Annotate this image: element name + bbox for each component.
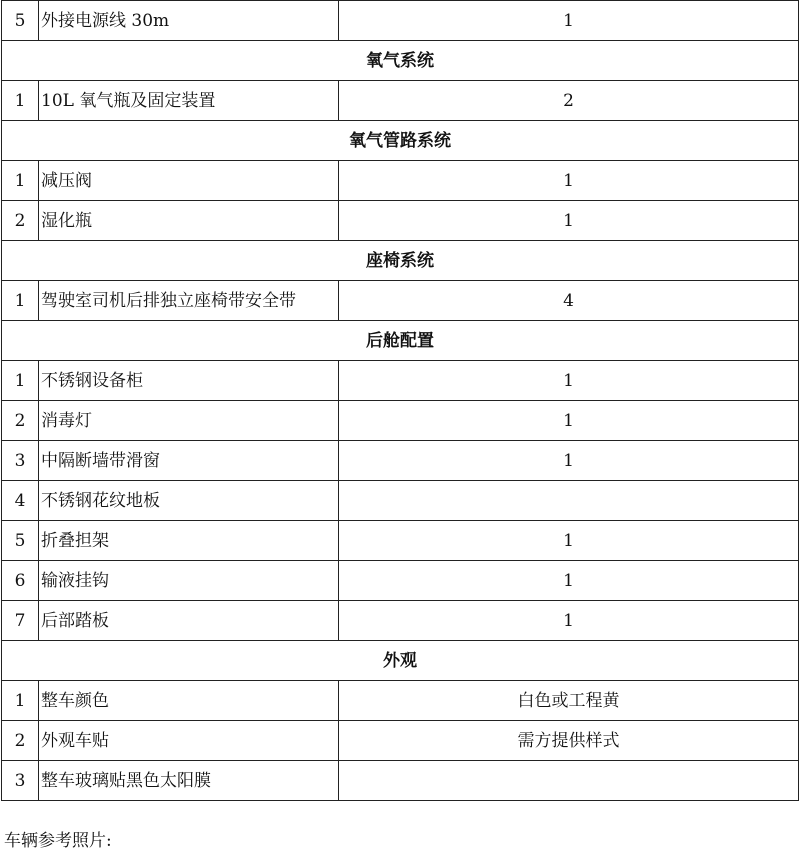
table-row <box>2 201 799 241</box>
item-name: 湿化瓶 <box>39 201 339 241</box>
item-name: 不锈钢设备柜 <box>39 361 339 401</box>
table-row <box>2 281 799 321</box>
section-title: 氧气管路系统 <box>2 121 799 161</box>
row-number: 3 <box>2 441 39 481</box>
row-number: 2 <box>2 401 39 441</box>
section-header-row <box>2 241 799 281</box>
item-quantity: 1 <box>339 1 799 41</box>
item-quantity <box>339 761 799 801</box>
item-name: 折叠担架 <box>39 521 339 561</box>
row-number: 1 <box>2 161 39 201</box>
spec-table-body <box>2 1 799 801</box>
section-title: 氧气系统 <box>2 41 799 81</box>
item-quantity: 白色或工程黄 <box>339 681 799 721</box>
vehicle-photo-caption: 车辆参考照片: <box>4 831 112 851</box>
row-number: 6 <box>2 561 39 601</box>
item-name: 整车颜色 <box>39 681 339 721</box>
item-name: 10L 氧气瓶及固定装置 <box>39 81 339 121</box>
table-row <box>2 401 799 441</box>
item-name: 输液挂钩 <box>39 561 339 601</box>
item-quantity: 1 <box>339 161 799 201</box>
item-name: 中隔断墙带滑窗 <box>39 441 339 481</box>
item-quantity: 2 <box>339 81 799 121</box>
item-name: 外接电源线 30m <box>39 1 339 41</box>
row-number: 1 <box>2 361 39 401</box>
table-row <box>2 81 799 121</box>
table-row <box>2 1 799 41</box>
row-number: 5 <box>2 1 39 41</box>
item-quantity: 1 <box>339 601 799 641</box>
item-quantity <box>339 481 799 521</box>
item-quantity: 1 <box>339 521 799 561</box>
section-title: 后舱配置 <box>2 321 799 361</box>
row-number: 5 <box>2 521 39 561</box>
item-quantity: 1 <box>339 561 799 601</box>
table-row <box>2 601 799 641</box>
item-quantity: 4 <box>339 281 799 321</box>
item-name: 不锈钢花纹地板 <box>39 481 339 521</box>
section-title: 外观 <box>2 641 799 681</box>
row-number: 7 <box>2 601 39 641</box>
table-row <box>2 521 799 561</box>
table-row <box>2 441 799 481</box>
item-name: 驾驶室司机后排独立座椅带安全带 <box>39 281 339 321</box>
section-title: 座椅系统 <box>2 241 799 281</box>
table-row <box>2 481 799 521</box>
item-name: 后部踏板 <box>39 601 339 641</box>
section-header-row <box>2 121 799 161</box>
table-row <box>2 721 799 761</box>
row-number: 3 <box>2 761 39 801</box>
item-name: 减压阀 <box>39 161 339 201</box>
item-name: 消毒灯 <box>39 401 339 441</box>
row-number: 1 <box>2 281 39 321</box>
row-number: 1 <box>2 81 39 121</box>
section-header-row <box>2 41 799 81</box>
table-row <box>2 561 799 601</box>
item-quantity: 1 <box>339 361 799 401</box>
section-header-row <box>2 321 799 361</box>
row-number: 4 <box>2 481 39 521</box>
table-row <box>2 681 799 721</box>
row-number: 2 <box>2 721 39 761</box>
item-quantity: 1 <box>339 401 799 441</box>
spec-table <box>1 0 799 801</box>
row-number: 1 <box>2 681 39 721</box>
item-quantity: 1 <box>339 201 799 241</box>
section-header-row <box>2 641 799 681</box>
table-row <box>2 761 799 801</box>
item-quantity: 需方提供样式 <box>339 721 799 761</box>
row-number: 2 <box>2 201 39 241</box>
table-row <box>2 161 799 201</box>
item-name: 外观车贴 <box>39 721 339 761</box>
item-quantity: 1 <box>339 441 799 481</box>
item-name: 整车玻璃贴黑色太阳膜 <box>39 761 339 801</box>
table-row <box>2 361 799 401</box>
